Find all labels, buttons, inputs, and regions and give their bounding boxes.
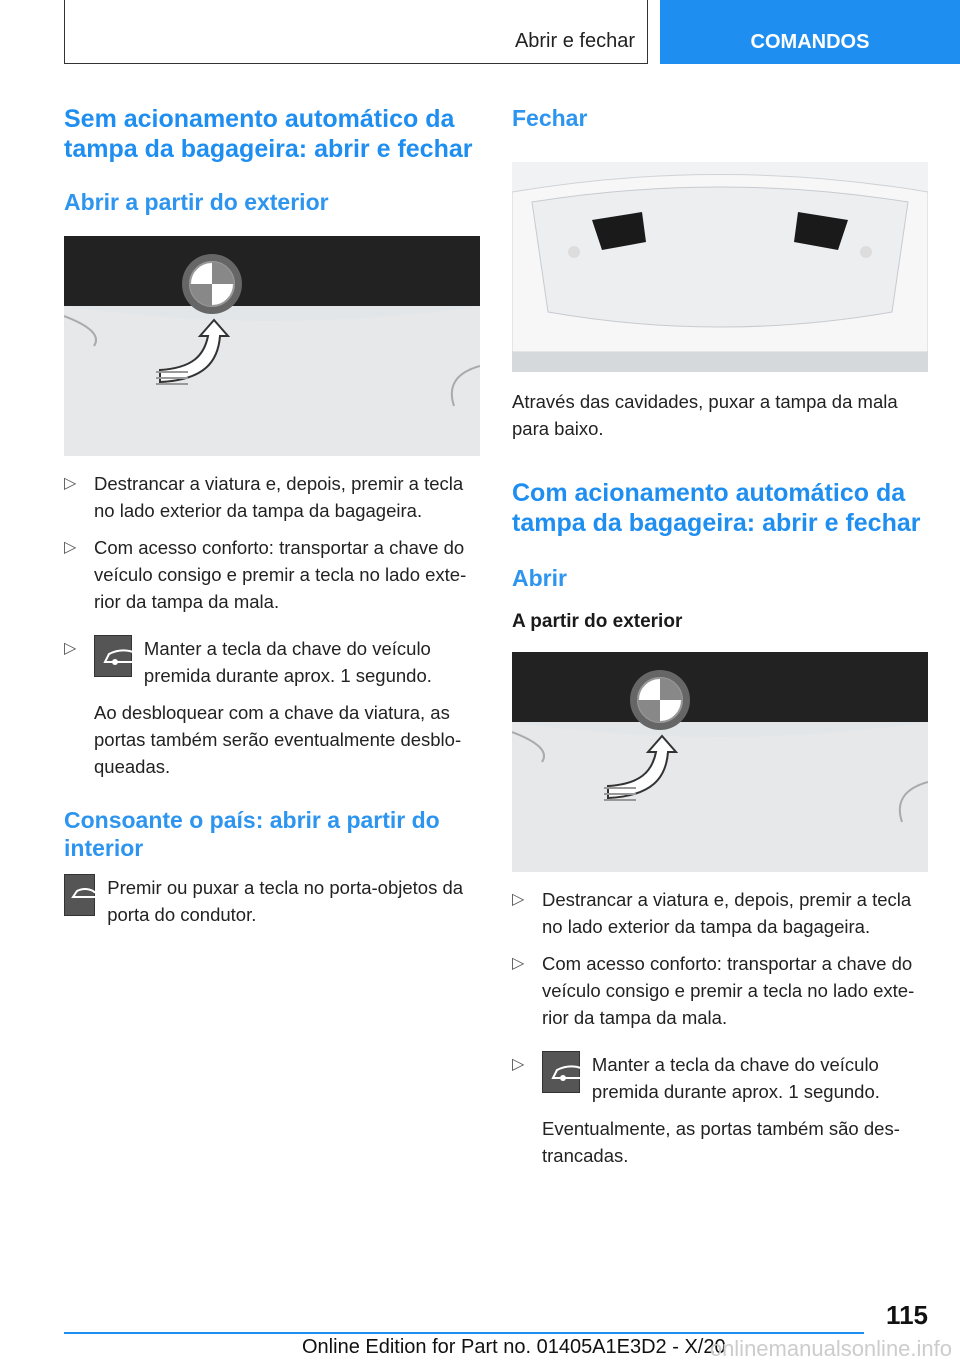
list-item-text: Destrancar a viatura e, depois, premir a tecla no lado exterior da tampa da bagageira.	[542, 889, 912, 937]
running-header	[64, 0, 648, 64]
section-heading-no-auto: Sem acionamento automático da tampa da bagageira: abrir e fechar	[64, 105, 473, 163]
car-trunk-key-icon	[542, 1051, 580, 1093]
key-instruction-text: Manter a tecla da chave do veículo premida durante aprox. 1 segundo.	[591, 1054, 880, 1102]
subheading-close: Fechar	[512, 105, 588, 131]
list-item	[512, 1051, 928, 1169]
triangle-right-outline-icon: ▷	[512, 1056, 525, 1073]
open-instructions-list	[64, 470, 480, 780]
subheading-open: Abrir	[512, 565, 567, 591]
list-item-text: Com acesso conforto: transportar a chave do veículo consigo e premir a tecla no lado exte-rior da tampa da mala.	[542, 953, 915, 1028]
close-instruction-text: Através das cavidades, puxar a tampa da mala para baixo.	[512, 391, 898, 439]
interior-text: Premir ou puxar a tecla no porta-objetos da porta do condutor.	[107, 877, 464, 925]
triangle-right-outline-icon: ▷	[64, 640, 77, 657]
right-column	[512, 100, 928, 1179]
subheading-from-exterior: A partir do exterior	[512, 611, 683, 632]
car-trunk-key-icon	[94, 635, 132, 677]
left-column	[64, 100, 480, 928]
watermark: onlinemanualsonline.info	[709, 1336, 952, 1361]
list-item	[64, 470, 480, 524]
auto-open-instructions-list	[512, 886, 928, 1169]
list-item-text: Com acesso conforto: transportar a chave do veículo consigo e premir a tecla no lado exte-rior da tampa da mala.	[94, 537, 467, 612]
page-number: 115	[886, 1300, 928, 1330]
list-item-text: Destrancar a viatura e, depois, premir a tecla no lado exterior da tampa da bagageira.	[94, 473, 464, 521]
footer-divider	[64, 1332, 864, 1334]
list-item	[512, 886, 928, 940]
key-note-text: Ao desbloquear com a chave da viatura, as portas também serão eventualmente desblo-queadas.	[94, 702, 462, 777]
list-item	[64, 635, 480, 780]
triangle-right-outline-icon: ▷	[512, 891, 525, 908]
list-item	[64, 534, 480, 615]
interior-instruction	[64, 874, 480, 928]
edition-text: Online Edition for Part no. 01405A1E3D2 - X/20	[302, 1336, 726, 1358]
subheading-open-interior: Consoante o país: abrir a partir do interior	[64, 807, 440, 861]
triangle-right-outline-icon: ▷	[64, 475, 77, 492]
triangle-right-outline-icon: ▷	[512, 955, 525, 972]
subheading-open-exterior: Abrir a partir do exterior	[64, 189, 329, 215]
chapter-tab[interactable]: COMANDOS	[660, 0, 960, 64]
key-instruction-text: Manter a tecla da chave do veículo premida durante aprox. 1 segundo.	[143, 638, 432, 686]
header-section-title: Abrir e fechar	[514, 30, 635, 52]
car-side-icon	[64, 874, 95, 916]
triangle-right-outline-icon: ▷	[64, 539, 77, 556]
key-note-text: Eventualmente, as portas também são des-trancadas.	[542, 1118, 900, 1166]
trunk-button-photo	[64, 236, 480, 456]
section-heading-auto: Com acionamento automático da tampa da bagageira: abrir e fechar	[512, 479, 921, 537]
list-item	[512, 950, 928, 1031]
trunk-button-photo-2	[512, 652, 928, 872]
trunk-interior-photo	[512, 162, 928, 372]
